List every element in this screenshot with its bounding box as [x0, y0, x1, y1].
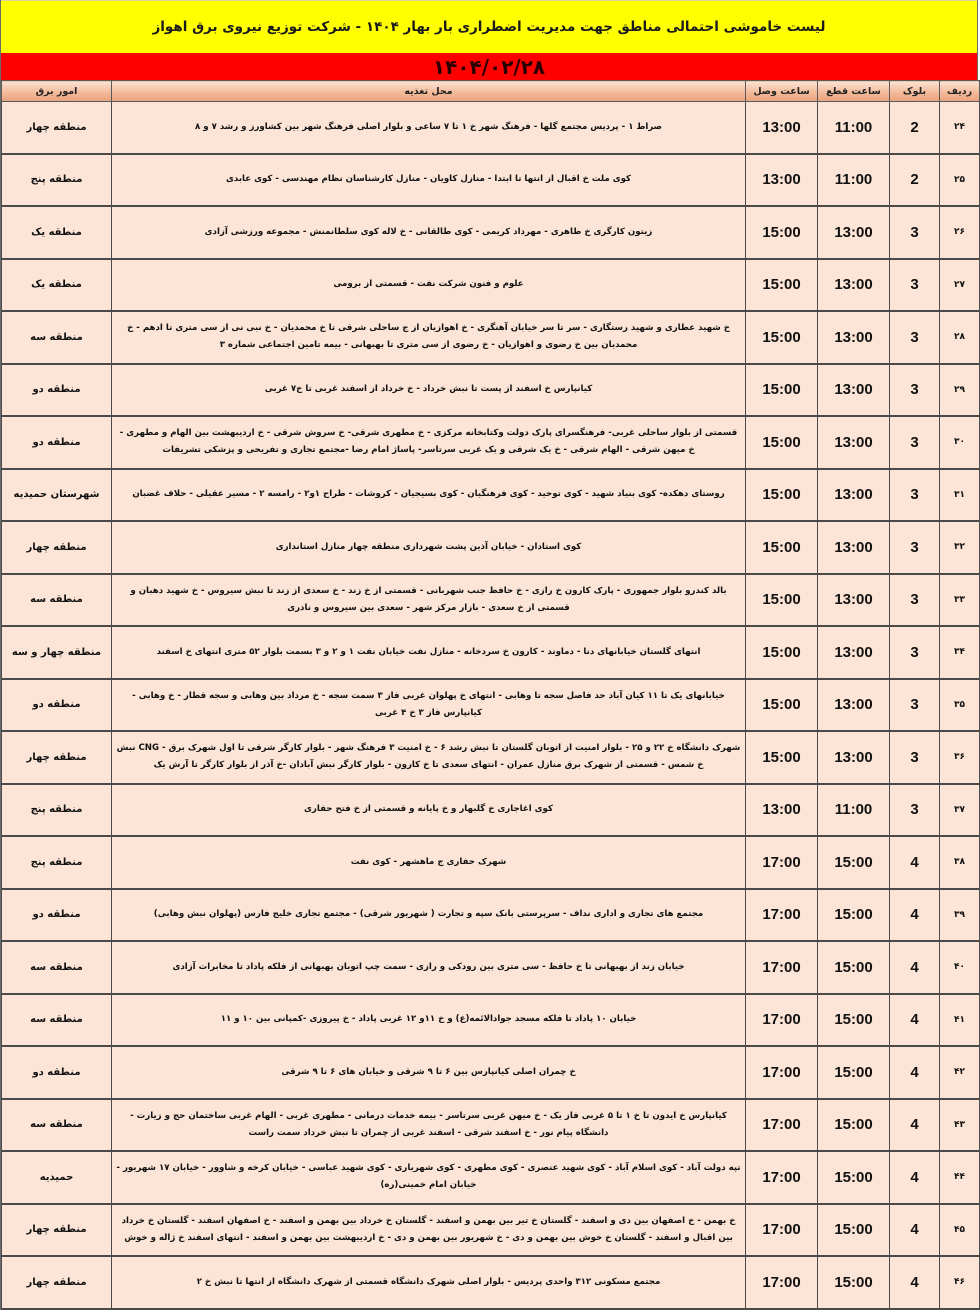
- block-number: 4: [890, 889, 940, 942]
- row-number: ۳۱: [940, 469, 980, 522]
- block-number: 3: [890, 521, 940, 574]
- block-number: 4: [890, 1256, 940, 1309]
- table-row: [2, 784, 980, 837]
- cut-time: 15:00: [818, 1099, 890, 1152]
- power-area: شهرستان حمیدیه: [2, 469, 112, 522]
- block-number: 3: [890, 469, 940, 522]
- reconnect-time: 17:00: [746, 889, 818, 942]
- feed-location: زیتون کارگری خ طاهری - مهرداد کریمی - کوی طالقانی - خ لاله کوی سلطانمنش - مجموعه ورزشی آزادی: [112, 206, 746, 259]
- power-area: منطقه سه: [2, 311, 112, 364]
- feed-location: کوی استادان - خیابان آذین پشت شهرداری منطقه چهار منازل استانداری: [112, 521, 746, 574]
- cut-time: 15:00: [818, 1204, 890, 1257]
- cut-time: 13:00: [818, 679, 890, 732]
- block-number: 3: [890, 364, 940, 417]
- power-area: منطقه یک: [2, 259, 112, 312]
- block-number: 4: [890, 1151, 940, 1204]
- table-row: [2, 1099, 980, 1152]
- feed-location: خیابان زند از بهبهانی تا خ حافظ - سی متری بین رودکی و رازی - سمت چپ اتوبان بهبهانی از فلکه پاداد تا مخابرات آزادی: [112, 941, 746, 994]
- power-area: منطقه سه: [2, 1099, 112, 1152]
- cut-time: 13:00: [818, 416, 890, 469]
- cut-time: 15:00: [818, 994, 890, 1047]
- row-number: ۲۸: [940, 311, 980, 364]
- table-row: [2, 259, 980, 312]
- feed-location: قسمتی از بلوار ساحلی غربی- فرهنگسرای پارک دولت وکتابخانه مرکزی - خ مطهری شرقی- خ سروش شرقی - خ اردیبهشت بین الهام و مطهری - خ میهن شرقی - الهام شرقی - خ یک شرقی و یک غربی سرتاسر- پاساژ امام رضا -مجتمع تجاری و تفریحی و پزشکی تشریفات: [112, 416, 746, 469]
- row-number: ۴۵: [940, 1204, 980, 1257]
- row-number: ۳۵: [940, 679, 980, 732]
- block-number: 4: [890, 1099, 940, 1152]
- row-number: ۴۶: [940, 1256, 980, 1309]
- cut-time: 13:00: [818, 311, 890, 364]
- power-area: منطقه چهار: [2, 521, 112, 574]
- schedule-date: [1, 53, 977, 80]
- row-number: ۳۸: [940, 836, 980, 889]
- reconnect-time: 15:00: [746, 574, 818, 627]
- table-row: [2, 731, 980, 784]
- row-number: ۴۰: [940, 941, 980, 994]
- title-text: لیست خاموشی احتمالی مناطق جهت مدیریت اضطراری بار بهار ۱۴۰۴ - شرکت توزیع نیروی برق اهواز: [152, 19, 826, 35]
- power-area: منطقه چهار و سه: [2, 626, 112, 679]
- reconnect-time: 17:00: [746, 836, 818, 889]
- block-number: 3: [890, 206, 940, 259]
- reconnect-time: 13:00: [746, 784, 818, 837]
- feed-location: صراط ۱ - پردیس مجتمع گلها - فرهنگ شهر خ ۱ تا ۷ ساعی و بلوار اصلی فرهنگ شهر بین کشاورز و رشد ۷ و ۸: [112, 102, 746, 154]
- table-row: [2, 311, 980, 364]
- feed-location: روستای دهکده- کوی بنیاد شهید - کوی توحید - کوی فرهنگیان - کوی بسیجیان - کروشات - طراح ۱و۲ - رامسه ۲ - مسیر عقیلی - حلاف غضبان: [112, 469, 746, 522]
- power-area: منطقه دو: [2, 1046, 112, 1099]
- table-row: [2, 994, 980, 1047]
- row-number: ۲۵: [940, 154, 980, 207]
- table-body: [2, 102, 980, 1309]
- feed-location: کوی اغاجاری خ گلبهار و خ پایانه و قسمتی از خ فتح حفاری: [112, 784, 746, 837]
- row-number: ۲۶: [940, 206, 980, 259]
- table-row: [2, 574, 980, 627]
- block-number: 3: [890, 731, 940, 784]
- reconnect-time: 15:00: [746, 206, 818, 259]
- block-number: 3: [890, 784, 940, 837]
- cut-time: 11:00: [818, 102, 890, 154]
- row-number: ۳۰: [940, 416, 980, 469]
- row-number: ۴۲: [940, 1046, 980, 1099]
- reconnect-time: 15:00: [746, 259, 818, 312]
- col-header-block: بلوک: [890, 81, 940, 102]
- block-number: 3: [890, 259, 940, 312]
- row-number: ۳۷: [940, 784, 980, 837]
- reconnect-time: 13:00: [746, 102, 818, 154]
- power-area: حمیدیه: [2, 1151, 112, 1204]
- reconnect-time: 13:00: [746, 154, 818, 207]
- table-header-row: [2, 81, 980, 102]
- block-number: 4: [890, 836, 940, 889]
- power-area: منطقه دو: [2, 416, 112, 469]
- cut-time: 13:00: [818, 469, 890, 522]
- block-number: 3: [890, 626, 940, 679]
- block-number: 4: [890, 1046, 940, 1099]
- table-row: [2, 836, 980, 889]
- table-row: [2, 626, 980, 679]
- table-row: [2, 1046, 980, 1099]
- reconnect-time: 17:00: [746, 994, 818, 1047]
- power-area: منطقه چهار: [2, 1256, 112, 1309]
- feed-location: شهرک دانشگاه خ ۲۲ و ۲۵ - بلوار امنیت از اتوبان گلستان تا نبش رشد ۶ - خ امنیت ۳ فرهنگ شهر - بلوار کارگر شرقی تا اول شهرک برق - CNG نبش خ شمس - قسمتی از شهرک برق منازل عمران - انتهای سعدی تا خ کارون - بلوار کارگر نبش آبادان -خ آذر از بلوار کارگر تا آرش یک: [112, 731, 746, 784]
- row-number: ۳۲: [940, 521, 980, 574]
- table-row: [2, 1151, 980, 1204]
- row-number: ۳۴: [940, 626, 980, 679]
- block-number: 3: [890, 679, 940, 732]
- cut-time: 13:00: [818, 206, 890, 259]
- block-number: 4: [890, 994, 940, 1047]
- feed-location: علوم و فنون شرکت نفت - قسمتی از برومی: [112, 259, 746, 312]
- block-number: 3: [890, 416, 940, 469]
- row-number: ۴۴: [940, 1151, 980, 1204]
- feed-location: تپه دولت آباد - کوی اسلام آباد - کوی شهید عنصری - کوی مطهری - کوی شهریاری - کوی شهید عباسی - خیابان کرخه و شاوور - خیابان ۱۷ شهریور - خیابان امام خمینی(ره): [112, 1151, 746, 1204]
- cut-time: 13:00: [818, 364, 890, 417]
- block-number: 3: [890, 574, 940, 627]
- cut-time: 15:00: [818, 1256, 890, 1309]
- table-row: [2, 416, 980, 469]
- feed-location: انتهای گلستان خیابانهای دنا - دماوند - کارون خ سردخانه - منازل نفت خیابان نفت ۱ و ۲ و ۳ بسمت بلوار ۵۲ متری انتهای خ اسفند: [112, 626, 746, 679]
- reconnect-time: 15:00: [746, 679, 818, 732]
- power-area: منطقه سه: [2, 941, 112, 994]
- cut-time: 13:00: [818, 626, 890, 679]
- col-header-row: ردیف: [940, 81, 980, 102]
- reconnect-time: 15:00: [746, 626, 818, 679]
- power-area: منطقه یک: [2, 206, 112, 259]
- reconnect-time: 15:00: [746, 311, 818, 364]
- block-number: 3: [890, 311, 940, 364]
- reconnect-time: 15:00: [746, 521, 818, 574]
- cut-time: 13:00: [818, 731, 890, 784]
- cut-time: 13:00: [818, 521, 890, 574]
- col-header-location: محل تغذیه: [112, 81, 746, 102]
- reconnect-time: 15:00: [746, 731, 818, 784]
- feed-location: خ شهید عطاری و شهید رستگاری - سر تا سر خیابان آهنگری - خ اهوازیان از ج ساحلی شرقی تا خ محمدیان - خ نبی نی از سی متری تا ادهم - خ محمدیان بین خ رضوی و اهوازیان - خ رضوی از سی متری تا بهبهانی - بیمه تامین اجتماعی شماره ۳: [112, 311, 746, 364]
- col-header-reconnect-time: ساعت وصل: [746, 81, 818, 102]
- power-area: منطقه سه: [2, 574, 112, 627]
- power-area: منطقه دو: [2, 679, 112, 732]
- power-area: منطقه دو: [2, 889, 112, 942]
- feed-location: مجتمع های تجاری و اداری نداف - سرپرستی بانک سپه و تجارت ( شهریور شرقی) - مجتمع تجاری خلیج فارس (پهلوان نبش وهابی): [112, 889, 746, 942]
- reconnect-time: 17:00: [746, 1256, 818, 1309]
- power-area: منطقه پنج: [2, 154, 112, 207]
- row-number: ۴۳: [940, 1099, 980, 1152]
- table-row: [2, 1256, 980, 1309]
- row-number: ۲۴: [940, 102, 980, 154]
- reconnect-time: 17:00: [746, 1151, 818, 1204]
- table-row: [2, 889, 980, 942]
- feed-location: کوی ملت خ اقبال از انتها تا ابتدا - منازل کاویان - منازل کارشناسان نظام مهندسی - کوی عابدی: [112, 154, 746, 207]
- row-number: ۲۹: [940, 364, 980, 417]
- table-row: [2, 206, 980, 259]
- reconnect-time: 15:00: [746, 364, 818, 417]
- reconnect-time: 15:00: [746, 469, 818, 522]
- row-number: ۲۷: [940, 259, 980, 312]
- col-header-cut-time: ساعت قطع: [818, 81, 890, 102]
- table-row: [2, 364, 980, 417]
- feed-location: کیانپارس خ ایدون تا خ ۱ تا ۵ غربی فاز یک - خ میهن غربی سرتاسر - بیمه خدمات درمانی - مطهری غربی - الهام غربی ساختمان حج و زیارت - دانشگاه پیام نور - خ اسفند شرقی - اسفند غربی از چمران تا نبش خرداد سمت راست: [112, 1099, 746, 1152]
- feed-location: خیابان ۱۰ پاداد تا فلکه مسجد جوادالائمه(ع) و خ ۱۱و ۱۲ غربی پاداد - خ پیروزی -کمپانی بین ۱۰ و ۱۱: [112, 994, 746, 1047]
- power-area: منطقه دو: [2, 364, 112, 417]
- table-row: [2, 941, 980, 994]
- feed-location: خ چمران اصلی کیانپارس بین ۶ تا ۹ شرقی و خیابان های ۶ تا ۹ شرقی: [112, 1046, 746, 1099]
- table-row: [2, 521, 980, 574]
- feed-location: مجتمع مسکونی ۳۱۲ واحدی پردیس - بلوار اصلی شهرک دانشگاه قسمتی از شهرک دانشگاه از انتها تا نبش خ ۲: [112, 1256, 746, 1309]
- table-row: [2, 469, 980, 522]
- cut-time: 15:00: [818, 941, 890, 994]
- table-row: [2, 679, 980, 732]
- cut-time: 15:00: [818, 889, 890, 942]
- reconnect-time: 17:00: [746, 1204, 818, 1257]
- cut-time: 13:00: [818, 574, 890, 627]
- cut-time: 11:00: [818, 154, 890, 207]
- feed-location: شهرک حفاری ج ماهشهر - کوی نفت: [112, 836, 746, 889]
- row-number: ۳۳: [940, 574, 980, 627]
- feed-location: بالد کندرو بلوار جمهوری - پارک کارون خ رازی - خ حافظ جنب شهربانی - قسمتی از خ زند - خ سعدی از زند تا نبش سیروس - خ شهید دهبان و قسمتی از خ سعدی - بازار مرکز شهر - سعدی بین سیروس و نادری: [112, 574, 746, 627]
- date-text: ۱۴۰۴/۰۲/۲۸: [432, 54, 546, 79]
- power-area: منطقه سه: [2, 994, 112, 1047]
- block-number: 4: [890, 1204, 940, 1257]
- feed-location: خیابانهای یک تا ۱۱ کیان آباد حد فاصل سجه تا وهابی - انتهای خ پهلوان غربی فاز ۳ سمت سجه - خ مرداد بین وهابی و سجه قطار - خ وهابی - کیانپارس فاز ۳ خ ۴ غربی: [112, 679, 746, 732]
- power-area: منطقه چهار: [2, 1204, 112, 1257]
- power-area: منطقه چهار: [2, 731, 112, 784]
- power-area: منطقه پنج: [2, 784, 112, 837]
- reconnect-time: 15:00: [746, 416, 818, 469]
- page-title: [1, 0, 977, 53]
- table-row: [2, 102, 980, 154]
- block-number: 2: [890, 154, 940, 207]
- table-row: [2, 154, 980, 207]
- row-number: ۴۱: [940, 994, 980, 1047]
- block-number: 2: [890, 102, 940, 154]
- col-header-area: امور برق: [2, 81, 112, 102]
- reconnect-time: 17:00: [746, 941, 818, 994]
- reconnect-time: 17:00: [746, 1046, 818, 1099]
- power-area: منطقه چهار: [2, 102, 112, 154]
- feed-location: کیانپارس خ اسفند از پست تا نبش خرداد - خ خرداد از اسفند غربی تا خ۷ غربی: [112, 364, 746, 417]
- power-area: منطقه پنج: [2, 836, 112, 889]
- outage-table: [1, 80, 980, 1310]
- feed-location: خ بهمن - خ اصفهان بین دی و اسفند - گلستان خ تیر بین بهمن و اسفند - گلستان خ خرداد بین بهمن و اسفند - خ اصفهان اسفند - گلستان خ خرداد بین اقبال و اسفند - گلستان خ خوش بین بهمن و دی - خ شهریور بین بهمن و دی - خ اردیبهشت بین بهمن و اسفند - انتهای اسفند خ ژاله و خوش: [112, 1204, 746, 1257]
- cut-time: 15:00: [818, 836, 890, 889]
- cut-time: 11:00: [818, 784, 890, 837]
- table-row: [2, 1204, 980, 1257]
- reconnect-time: 17:00: [746, 1099, 818, 1152]
- row-number: ۳۶: [940, 731, 980, 784]
- cut-time: 13:00: [818, 259, 890, 312]
- cut-time: 15:00: [818, 1151, 890, 1204]
- block-number: 4: [890, 941, 940, 994]
- row-number: ۳۹: [940, 889, 980, 942]
- cut-time: 15:00: [818, 1046, 890, 1099]
